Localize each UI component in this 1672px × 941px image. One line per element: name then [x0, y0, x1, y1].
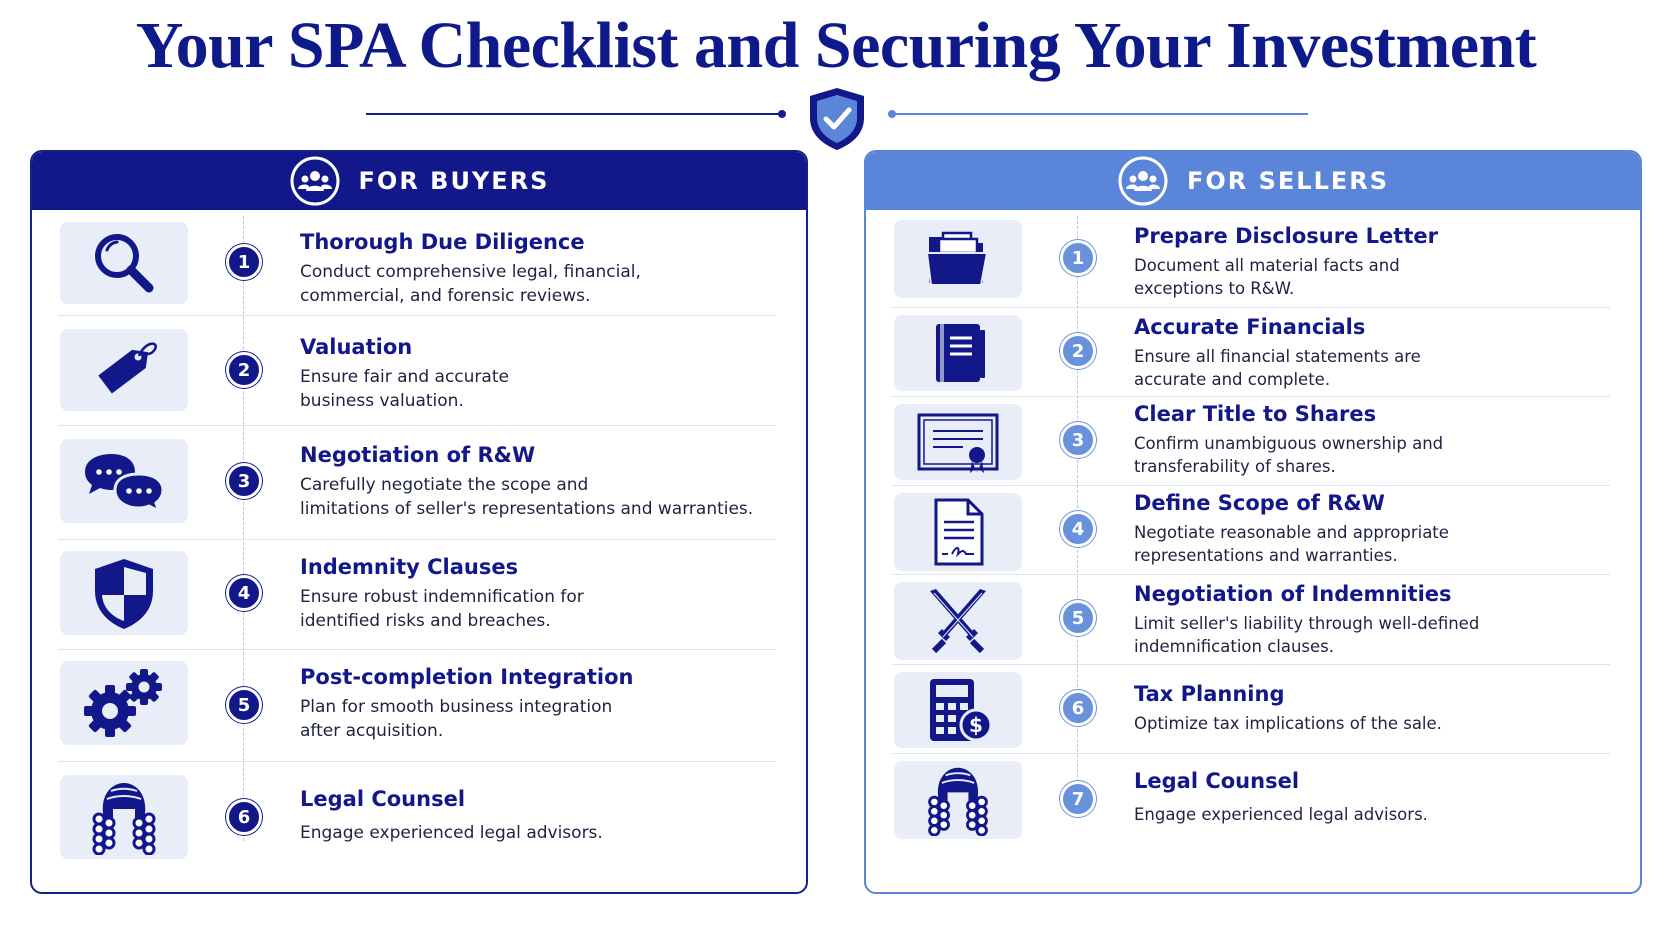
- item-title: Post-completion Integration: [300, 665, 634, 689]
- magnifier-icon: [89, 228, 159, 298]
- page-title: Your SPA Checklist and Securing Your Investment: [135, 9, 1537, 82]
- item-title: Indemnity Clauses: [300, 555, 519, 579]
- icon-tile: [894, 315, 1022, 391]
- step-number: 2: [1060, 333, 1096, 369]
- item-description: Document all material facts and exceptions to R&W.: [1134, 256, 1400, 298]
- list-item: [866, 396, 1640, 485]
- list-item: [866, 307, 1640, 396]
- step-number: 3: [226, 463, 262, 499]
- list-item: [32, 425, 806, 539]
- sellers-panel: [864, 150, 1642, 894]
- barrister-wig-icon: [89, 779, 159, 855]
- step-number: 1: [226, 244, 262, 280]
- step-number: 2: [226, 352, 262, 388]
- svg-text:$: $: [969, 713, 983, 737]
- icon-tile: [894, 220, 1022, 298]
- list-item: [32, 761, 806, 871]
- icon-tile: [60, 775, 188, 859]
- list-item: [866, 753, 1640, 847]
- buyers-list: [32, 210, 806, 871]
- item-description: Ensure robust indemnification for identified risks and breaches.: [300, 587, 584, 631]
- item-title: Accurate Financials: [1134, 315, 1366, 339]
- list-item: [32, 315, 806, 425]
- sellers-list: [866, 210, 1640, 847]
- item-title: Negotiation of R&W: [300, 443, 536, 467]
- item-description: Optimize tax implications of the sale.: [1134, 714, 1442, 733]
- step-number: 5: [226, 687, 262, 723]
- step-number: 6: [226, 799, 262, 835]
- barrister-wig-icon: [923, 764, 993, 836]
- item-description: Carefully negotiate the scope and limitations of seller's representations and warranties.: [300, 475, 754, 519]
- list-item: [32, 649, 806, 761]
- price-tag-icon: [89, 335, 159, 405]
- list-item: [32, 210, 806, 315]
- item-description: Ensure fair and accurate business valuation.: [300, 367, 509, 411]
- buyers-header: [32, 152, 806, 210]
- step-number: 4: [1060, 511, 1096, 547]
- item-description: Confirm unambiguous ownership and transferability of shares.: [1134, 434, 1444, 476]
- icon-tile: [60, 439, 188, 523]
- list-item: [866, 574, 1640, 664]
- sellers-header: [866, 152, 1640, 210]
- list-item: [32, 539, 806, 649]
- item-title: Valuation: [300, 335, 413, 359]
- sellers-heading: FOR SELLERS: [1186, 167, 1390, 195]
- step-number: 5: [1060, 600, 1096, 636]
- item-title: Legal Counsel: [1134, 769, 1300, 793]
- step-number: 6: [1060, 690, 1096, 726]
- list-item: [866, 210, 1640, 307]
- crossed-swords-icon: [922, 585, 994, 657]
- item-title: Thorough Due Diligence: [300, 230, 585, 254]
- list-item: [866, 485, 1640, 574]
- item-description: Engage experienced legal advisors.: [300, 823, 603, 843]
- shield-check-icon: [810, 88, 864, 150]
- buyers-panel: [30, 150, 808, 894]
- item-description: Ensure all financial statements are accurate and complete.: [1134, 347, 1421, 389]
- item-title: Legal Counsel: [300, 787, 466, 811]
- item-title: Prepare Disclosure Letter: [1134, 224, 1438, 248]
- icon-tile: [894, 404, 1022, 480]
- chat-bubbles-icon: [79, 446, 169, 516]
- icon-tile: [60, 222, 188, 304]
- item-description: Negotiate reasonable and appropriate representations and warranties.: [1134, 523, 1449, 565]
- item-description: Engage experienced legal advisors.: [1134, 805, 1428, 824]
- icon-tile: [894, 493, 1022, 571]
- item-description: Limit seller's liability through well-defined indemnification clauses.: [1134, 614, 1480, 656]
- calculator-icon: [922, 675, 994, 745]
- group-icon: [1117, 155, 1169, 207]
- item-title: Clear Title to Shares: [1134, 402, 1377, 426]
- buyers-heading: FOR BUYERS: [358, 167, 550, 195]
- step-number: 3: [1060, 422, 1096, 458]
- item-description: Conduct comprehensive legal, financial, commercial, and forensic reviews.: [300, 262, 641, 306]
- signed-document-icon: [926, 496, 990, 568]
- item-title: Define Scope of R&W: [1134, 491, 1385, 515]
- step-number: 7: [1060, 781, 1096, 817]
- icon-tile: [60, 329, 188, 411]
- shield-icon: [89, 555, 159, 631]
- certificate-icon: [915, 409, 1001, 475]
- gears-icon: [82, 665, 166, 741]
- step-number: 4: [226, 575, 262, 611]
- ledger-book-icon: [926, 320, 990, 386]
- group-icon: [289, 155, 341, 207]
- item-title: Negotiation of Indemnities: [1134, 582, 1452, 606]
- item-title: Tax Planning: [1134, 682, 1285, 706]
- step-number: 1: [1060, 240, 1096, 276]
- title-divider: [0, 82, 1672, 152]
- icon-tile: [894, 582, 1022, 660]
- item-description: Plan for smooth business integration after acquisition.: [300, 697, 613, 741]
- folder-icon: [923, 227, 993, 291]
- icon-tile: [894, 672, 1022, 748]
- icon-tile: [894, 761, 1022, 839]
- list-item: [866, 664, 1640, 753]
- icon-tile: [60, 551, 188, 635]
- icon-tile: [60, 661, 188, 745]
